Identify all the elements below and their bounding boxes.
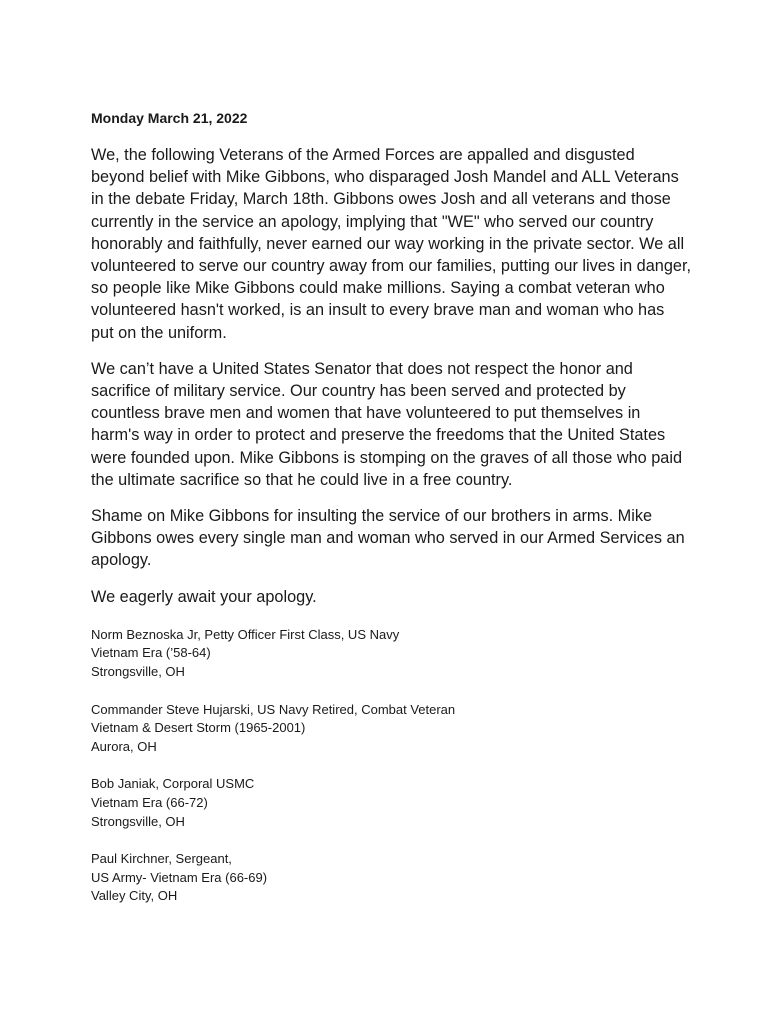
signer-name-rank: Commander Steve Hujarski, US Navy Retired, Combat Veteran — [91, 701, 456, 717]
paragraph-closing: We eagerly await your apology. — [91, 587, 317, 606]
signer-service-era: US Army- Vietnam Era (66-69) — [91, 869, 268, 885]
paragraph-3: Shame on Mike Gibbons for insulting the service of our brothers in arms. Mike Gibbons owes every single man and woman who served in our Armed Services an apology. — [91, 507, 685, 570]
letter-page — [91, 108, 691, 925]
letter-date: Monday March 21, 2022 — [91, 110, 248, 126]
signer-service-era: Vietnam & Desert Storm (1965-2001) — [91, 720, 306, 736]
signer-block — [91, 701, 691, 757]
signer-list — [91, 626, 691, 906]
signer-location: Strongsville, OH — [91, 813, 185, 829]
signer-block — [91, 775, 691, 831]
signer-name-rank: Bob Janiak, Corporal USMC — [91, 776, 255, 792]
signer-name-rank: Norm Beznoska Jr, Petty Officer First Class, US Navy — [91, 626, 400, 642]
signer-block — [91, 850, 691, 906]
paragraph-1: We, the following Veterans of the Armed Forces are appalled and disgusted beyond belief with Mike Gibbons, who disparaged Josh Mandel and ALL Veterans in the debate Friday, March 18th. Gibbons owes Josh and all veterans and those currently in the service an apology, implying that "WE" who served our country honorably and faithfully, never earned our way working in the private sector. We all volunteered to serve our country away from our families, putting our lives in danger, so people like Mike Gibbons could make millions. Saying a combat veteran who volunteered hasn't worked, is an insult to every brave man and woman who has put on the uniform. — [91, 146, 691, 342]
signer-name-rank: Paul Kirchner, Sergeant, — [91, 851, 232, 867]
signer-location: Strongsville, OH — [91, 664, 185, 680]
signer-location: Valley City, OH — [91, 888, 178, 904]
signer-location: Aurora, OH — [91, 738, 157, 754]
paragraph-2: We can’t have a United States Senator that does not respect the honor and sacrifice of military service. Our country has been served and protected by countless brave men and women that have volunteered to put themselves in harm's way in order to protect and preserve the freedoms that the United States were founded upon. Mike Gibbons is stomping on the graves of all those who paid the ultimate sacrifice so that he could live in a free country. — [91, 359, 683, 489]
signer-service-era: Vietnam Era (66-72) — [91, 795, 208, 811]
signer-service-era: Vietnam Era (’58-64) — [91, 645, 211, 661]
signer-block — [91, 626, 691, 682]
